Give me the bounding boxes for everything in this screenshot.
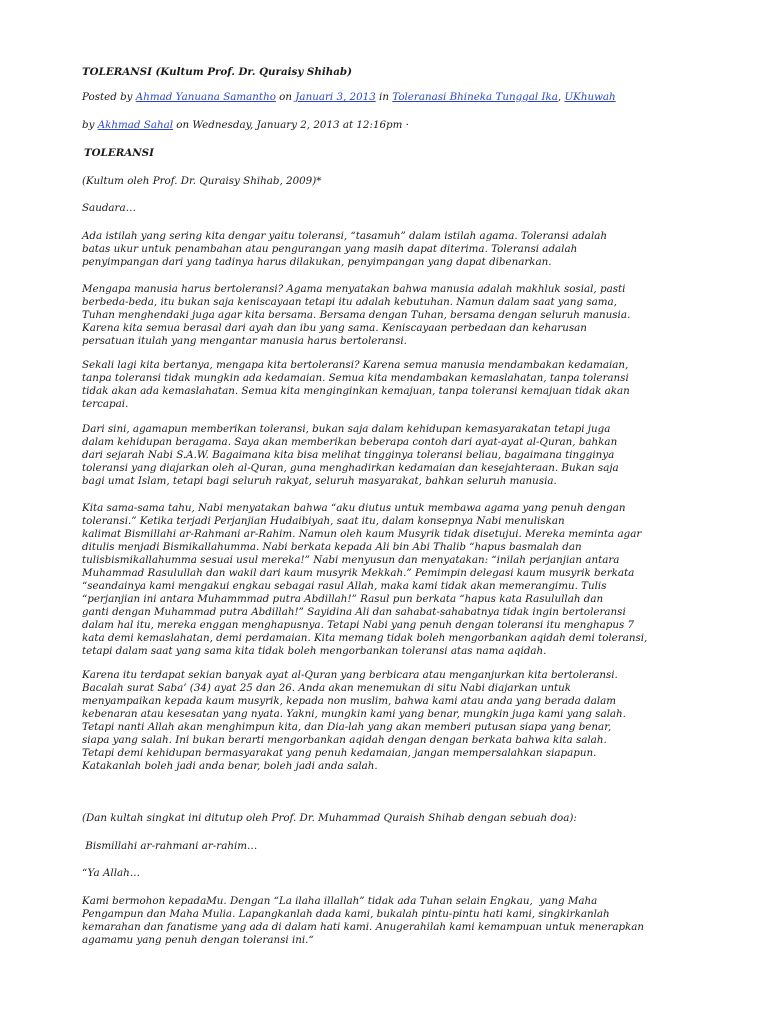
paragraph-religious-life (82, 423, 619, 488)
paragraph-saba (82, 669, 626, 773)
text-line: tanpa toleransi tidak mungkin ada kedamaian. Semua kita mendambakan kemaslahatan, tanpa toleransi (82, 372, 629, 384)
paragraph-closing-note (82, 812, 577, 825)
text-line: Dari sini, agamapun memberikan toleransi, bukan saja dalam kehidupan kemasyarakatan tetapi juga (82, 423, 611, 435)
text-line: Mengapa manusia harus bertoleransi? Agama menyatakan bahwa manusia adalah makhluk sosial, pasti (82, 283, 626, 295)
text-line: Katakanlah boleh jadi anda benar, boleh jadi anda salah. (82, 760, 378, 772)
text-line: persatuan itulah yang mengantar manusia harus bertoleransi. (82, 335, 407, 347)
category-link-toleransi[interactable]: Toleranasi Bhineka Tunggal Ika (392, 91, 558, 103)
text-line: menyampaikan kepada kaum musyrik, kepada non muslim, bahwa kami atau anda yang berada dalam (82, 695, 617, 707)
author-link[interactable]: Ahmad Yanuana Samantho (135, 91, 276, 103)
text-line: Kami bermohon kepadaMu. Dengan “La ilaha illallah” tidak ada Tuhan selain Engkau, yang Maha (82, 895, 598, 907)
category-separator: , (557, 91, 565, 103)
text-line: “Ya Allah… (82, 867, 141, 879)
text-line: berbeda-beda, itu bukan saja keniscayaan tetapi itu adalah kebutuhan. Namun dalam saat yang sama, (82, 296, 617, 308)
text-line: Tetapi demi kehidupan bermasyarakat yang penuh kedamaian, jangan mempersalahkan siapapun. (82, 747, 597, 759)
paragraph-ya-allah (82, 867, 140, 880)
text-line: (Kultum oleh Prof. Dr. Quraisy Shihab, 2009)* (82, 175, 322, 187)
in-word: in (375, 91, 393, 103)
on-word: on (275, 91, 296, 103)
text-line: Saudara… (82, 202, 136, 214)
text-line: kebenaran atau kesesatan yang nyata. Yakni, mungkin kami yang benar, mungkin juga kami yang salah. (82, 708, 626, 720)
text-line: Karena itu terdapat sekian banyak ayat al-Quran yang berbicara atau menganjurkan kita bertoleransi. (82, 669, 618, 681)
text-line: dari sejarah Nabi S.A.W. Bagaimana kita bisa melihat tingginya toleransi beliau, bagaimana tingginya (82, 449, 615, 461)
byline-prefix: by (82, 119, 98, 131)
text-line: toleransi.” Ketika terjadi Perjanjian Hudaibiyah, saat itu, dalam konsepnya Nabi menuliskan (82, 515, 565, 527)
byline-author-link[interactable]: Akhmad Sahal (97, 119, 174, 131)
text-line: penyimpangan dari yang tadinya harus dilakukan, penyimpangan yang dapat dibenarkan. (82, 256, 552, 268)
paragraph-greeting (82, 202, 136, 215)
text-line: Bacalah surat Saba’ (34) ayat 25 dan 26. Anda akan menemukan di situ Nabi diajarkan untuk (82, 682, 572, 694)
paragraph-why-tolerance (82, 283, 630, 348)
text-line: tetapi dalam saat yang sama kita tidak boleh mengorbankan toleransi atas nama aqidah. (82, 645, 547, 657)
paragraph-bismillah (82, 840, 257, 853)
text-line: ditulis menjadi Bismikallahumma. Nabi berkata kepada Ali bin Abi Thalib “hapus basmalah dan (82, 541, 582, 553)
text-line: Tuhan menghendaki juga agar kita bersama. Bersama dengan Tuhan, bersama dengan seluruh manusia. (82, 309, 631, 321)
text-line: kata demi kemaslahatan, demi perdamaian. Kita memang tidak boleh mengorbankan aqidah demi toleransi, (82, 632, 648, 644)
text-line: ganti dengan Muhammad putra Abdillah!” Sayidina Ali dan sahabat-sahabatnya tidak ingin bertoleransi (82, 606, 626, 618)
posted-by-line (82, 91, 616, 104)
text-line: siapa yang salah. Ini bukan berarti mengorbankan aqidah dengan dengan berkata bahwa kita salah. (82, 734, 607, 746)
text-line: toleransi yang diajarkan oleh al-Quran, guna menghadirkan kedamaian dan kesejahteraan. Bukan saja (82, 462, 619, 474)
text-line: agamamu yang penuh dengan toleransi ini.“ (82, 934, 314, 946)
paragraph-definition (82, 230, 607, 269)
text-line: tercapai. (82, 398, 129, 410)
text-line: Sekali lagi kita bertanya, mengapa kita bertoleransi? Karena semua manusia mendambakan kedamaian, (82, 359, 629, 371)
text-line: Muhammad Rasulullah dan wakil dari kaum musyrik Mekkah.” Pemimpin delegasi kaum musyrik berkata (82, 567, 635, 579)
byline-suffix: on Wednesday, January 2, 2013 at 12:16pm · (173, 119, 409, 131)
text-line: tidak akan ada kemaslahatan. Semua kita menginginkan kemajuan, tanpa toleransi kemajuan tidak akan (82, 385, 630, 397)
text-line: kemarahan dan fanatisme yang ada di dalam hati kami. Anugerahilah kami kemampuan untuk menerapkan (82, 921, 645, 933)
text-line: dalam kehidupan beragama. Saya akan memberikan beberapa contoh dari ayat-ayat al-Quran, bahkan (82, 436, 618, 448)
text-line: Ada istilah yang sering kita dengar yaitu toleransi, “tasamuh” dalam istilah agama. Toleransi adalah (82, 230, 608, 242)
text-line: Kita sama-sama tahu, Nabi menyatakan bahwa “aku diutus untuk membawa agama yang penuh dengan (82, 502, 626, 514)
paragraph-intro (82, 175, 321, 188)
paragraph-hudaibiyah (82, 502, 647, 658)
text-line: kalimat Bismillahi ar-Rahmani ar-Rahim. Namun oleh kaum Musyrik tidak disetujui. Mereka meminta agar (82, 528, 642, 540)
text-line: batas ukur untuk penambahan atau pengurangan yang masih dapat diterima. Toleransi adalah (82, 243, 578, 255)
text-line: dalam hal itu, mereka enggan menghapusnya. Tetapi Nabi yang penuh dengan toleransi itu menghapus 7 (82, 619, 635, 631)
text-line: Karena kita semua berasal dari ayah dan ibu yang sama. Keniscayaan perbedaan dan keharusan (82, 322, 587, 334)
text-line: bagi umat Islam, tetapi bagi seluruh rakyat, seluruh masyarakat, bahkan seluruh manusia. (82, 475, 557, 487)
posted-prefix: Posted by (82, 91, 136, 103)
text-line: Pengampun dan Maha Mulia. Lapangkanlah dada kami, bukalah pintu-pintu hati kami, singkirkanlah (82, 908, 610, 920)
paragraph-prayer (82, 895, 644, 947)
text-line: (Dan kultah singkat ini ditutup oleh Prof. Dr. Muhammad Quraish Shihab dengan sebuah doa): (82, 812, 577, 824)
text-line: Tetapi nanti Allah akan menghimpun kita, dan Dia-lah yang akan memberi putusan siapa yang benar, (82, 721, 612, 733)
date-link[interactable]: Januari 3, 2013 (295, 91, 376, 103)
text-line: tulisbismikallahumma sesuai usul mereka!” Nabi menyusun dan menyatakan: “inilah perjanjian antara (82, 554, 620, 566)
text-line: “perjanjian ini antara Muhammmad putra Abdillah!” Rasul pun berkata “hapus kata Rasulullah dan (82, 593, 604, 605)
category-link-ukhuwah[interactable]: UKhuwah (564, 91, 616, 103)
paragraph-peace (82, 359, 630, 411)
section-heading: TOLERANSI (84, 147, 154, 159)
article-title: TOLERANSI (Kultum Prof. Dr. Quraisy Shihab) (82, 66, 352, 78)
text-line: Bismillahi ar-rahmani ar-rahim… (82, 840, 258, 852)
byline (82, 119, 409, 132)
text-line: “seandainya kami mengakui engkau sebagai rasul Allah, maka kami tidak akan memerangimu. Tulis (82, 580, 607, 592)
